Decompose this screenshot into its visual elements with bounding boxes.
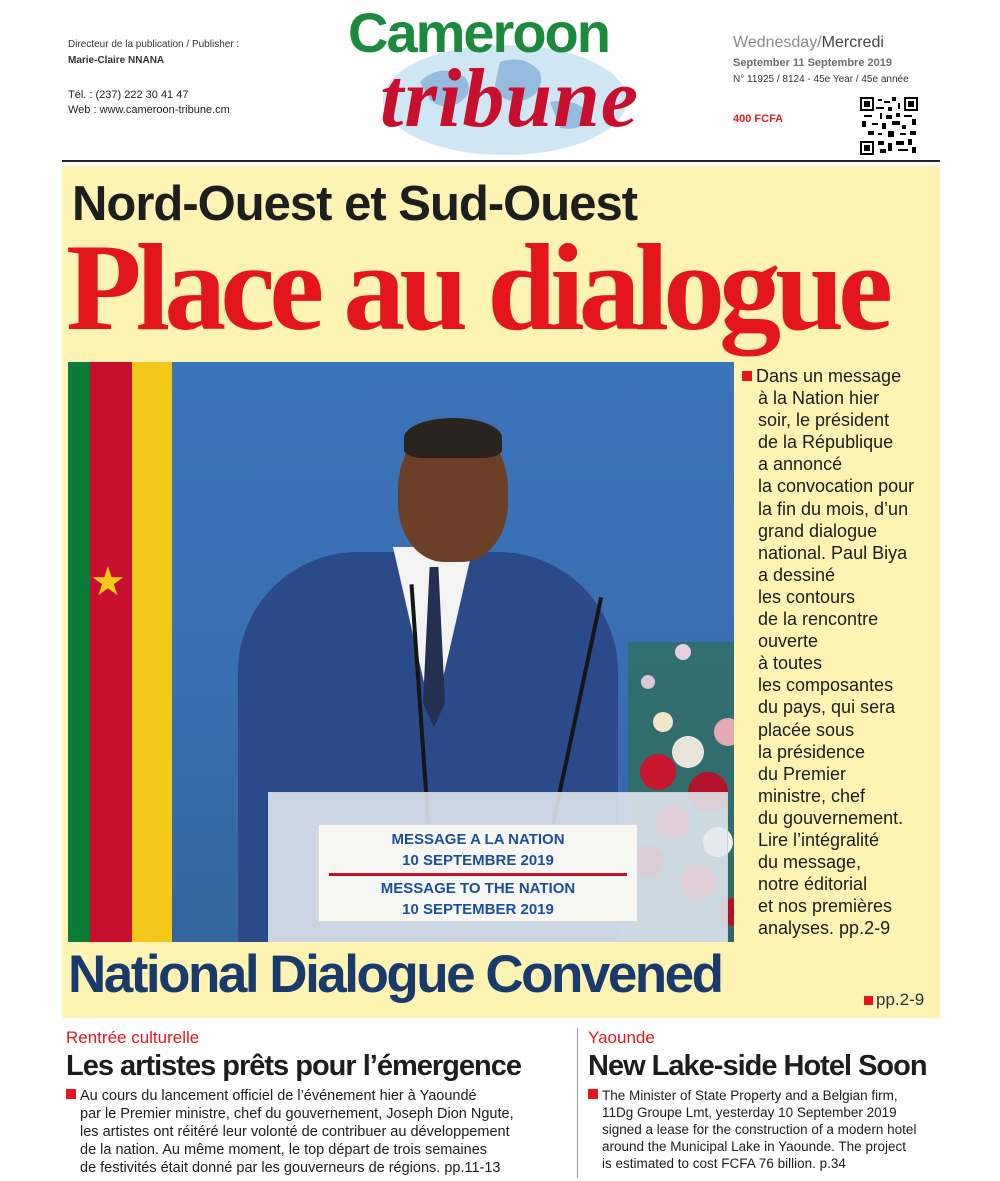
cameroon-tribune-logo	[340, 0, 670, 160]
issue-date: September 11 Septembre 2019	[733, 57, 892, 69]
flag-star-icon: ★	[90, 560, 126, 604]
publisher-info	[68, 38, 239, 68]
bullet-square-icon	[864, 996, 873, 1005]
flag-stripe-yellow	[132, 362, 172, 942]
plaque-line-3: MESSAGE TO THE NATION	[380, 880, 576, 897]
story-body-line: The Minister of State Property and a Belgian firm,	[588, 1087, 938, 1104]
lead-line: à toutes	[758, 653, 823, 674]
lead-line: Lire l’intégralité	[758, 829, 880, 850]
plaque-line-2: 10 SEPTEMBRE 2019	[402, 852, 554, 869]
qr-code-icon[interactable]	[860, 97, 918, 155]
lead-photo	[68, 362, 734, 942]
lead-headline: Place au dialogue	[66, 219, 888, 356]
column-divider	[577, 1028, 578, 1178]
story-rentree-culturelle[interactable]	[66, 1028, 571, 1177]
lead-line: de la République	[758, 432, 894, 453]
publisher-name: Marie-Claire NNANA	[68, 55, 165, 66]
lead-line: national. Paul Biya	[758, 542, 908, 563]
lead-line: soir, le président	[758, 410, 890, 431]
lead-line: la présidence	[758, 741, 866, 762]
story-body-line: 11Dg Groupe Lmt, yesterday 10 September 2019	[602, 1105, 897, 1120]
lead-line: les contours	[758, 586, 856, 607]
lead-line: la convocation pour	[758, 476, 915, 497]
lead-line: a dessiné	[758, 564, 836, 585]
lead-line: du message,	[758, 852, 862, 873]
lead-line: Dans un message	[742, 365, 937, 387]
flag-stripe-red	[90, 362, 132, 942]
story-body-line: signed a lease for the construction of a modern hotel	[602, 1122, 917, 1137]
story-body	[588, 1087, 938, 1172]
issue-date-block	[733, 34, 933, 85]
bullet-square-icon	[66, 1089, 76, 1099]
plaque-line-1: MESSAGE A LA NATION	[391, 831, 565, 848]
issue-number: N° 11925 / 8124 - 45e Year / 45e année	[733, 74, 909, 85]
lead-kicker: Nord-Ouest et Sud-Ouest	[72, 177, 638, 231]
lead-line: a annoncé	[758, 454, 843, 475]
story-body	[66, 1087, 571, 1177]
lead-line: la fin du mois, d’un	[758, 498, 909, 519]
story-body-line: les artistes ont réitéré leur volonté de contribuer au développement	[80, 1124, 510, 1140]
english-headline: National Dialogue Convened	[68, 945, 722, 1004]
story-title: New Lake-side Hotel Soon	[588, 1050, 927, 1082]
logo-word-cameroon: Cameroon	[348, 1, 609, 64]
publisher-label: Directeur de la publication / Publisher :	[68, 39, 240, 50]
plaque-line-4: 10 SEPTEMBER 2019	[402, 901, 554, 918]
masthead-divider	[62, 160, 940, 162]
lead-line: à la Nation hier	[758, 388, 880, 409]
contact-info	[68, 88, 230, 118]
story-section-label: Rentrée culturelle	[66, 1028, 200, 1047]
lead-line: du pays, qui sera	[758, 697, 896, 718]
story-title: Les artistes prêts pour l’émergence	[66, 1050, 521, 1082]
lead-line: du gouvernement.	[758, 807, 904, 828]
story-body-line: around the Municipal Lake in Yaounde. The project	[602, 1139, 906, 1154]
flag-stripe-green	[68, 362, 90, 942]
lead-line: notre éditorial	[758, 874, 868, 895]
story-section-label: Yaounde	[588, 1028, 655, 1047]
day-french: Mercredi	[821, 34, 884, 51]
english-page-ref-text: pp.2-9	[876, 990, 925, 1009]
speaker-hair	[404, 418, 502, 458]
lead-line: de la rencontre	[758, 609, 879, 630]
issue-price: 400 FCFA	[733, 113, 784, 125]
story-body-line: de festivités était donné par les gouverneurs de régions. pp.11-13	[80, 1160, 501, 1176]
bullet-square-icon	[588, 1089, 598, 1099]
masthead	[0, 0, 1000, 162]
logo-word-tribune: tribune	[380, 52, 640, 145]
lead-line: grand dialogue	[758, 520, 878, 541]
lead-line: analyses. pp.2-9	[758, 918, 891, 939]
lead-line: ouverte	[758, 631, 819, 652]
story-body-line: de la nation. Au même moment, le top départ de trois semaines	[80, 1142, 488, 1158]
website-link[interactable]: Web : www.cameroon-tribune.cm	[68, 104, 230, 116]
story-body-line: par le Premier ministre, chef du gouvernement, Joseph Dion Ngute,	[80, 1106, 514, 1122]
plaque-separator	[329, 873, 627, 876]
story-body-line: is estimated to cost FCFA 76 billion. p.34	[602, 1156, 846, 1171]
story-body-line: Au cours du lancement officiel de l’événement hier à Yaoundé	[66, 1087, 571, 1105]
lead-line: les composantes	[758, 675, 894, 696]
lectern-plaque	[318, 824, 638, 922]
lead-line: ministre, chef	[758, 785, 866, 806]
phone-number: Tél. : (237) 222 30 41 47	[68, 89, 189, 101]
day-english: Wednesday/	[733, 34, 822, 51]
lead-line: et nos premières	[758, 896, 893, 917]
lead-line: du Premier	[758, 763, 847, 784]
bullet-square-icon	[742, 371, 752, 381]
lead-line: placée sous	[758, 719, 855, 740]
lead-summary	[742, 365, 937, 939]
english-page-ref	[864, 990, 924, 1010]
story-yaounde[interactable]	[588, 1028, 938, 1172]
issue-day	[733, 34, 933, 52]
